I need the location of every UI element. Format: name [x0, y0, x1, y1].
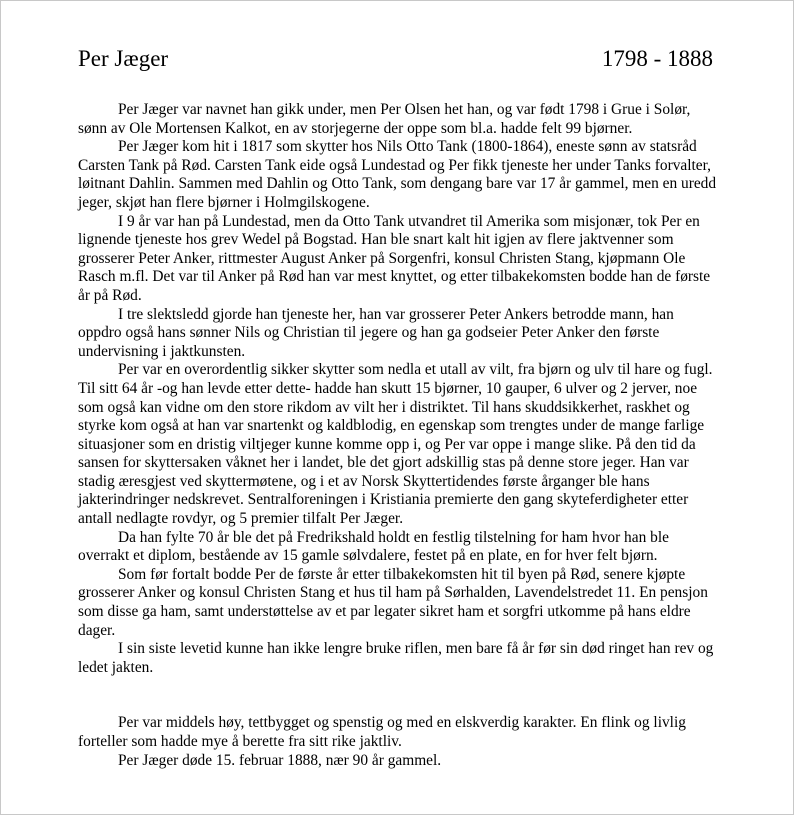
- document-body: [78, 101, 718, 770]
- paragraph-3: I 9 år var han på Lundestad, men da Otto Tank utvandret til Amerika som misjonær, tok Per en lignende tjeneste hos grev Wedel på Bogstad. Han ble snart kalt hit igjen av flere jaktvenner som grosserer Peter Anker, rittmester August Anker på Sorgenfri, konsul Christen Stang, kjøpmann Ole Rasch m.fl. Det var til Anker på Rød han var mest knyttet, og etter tilbakekomsten bodde han de første år på Rød.: [78, 212, 711, 304]
- paragraph-10: Per Jæger døde 15. februar 1888, nær 90 år gammel.: [118, 751, 442, 769]
- paragraph-8: I sin siste levetid kunne han ikke lengre bruke riflen, men bare få år før sin død ringet han rev og ledet jakten.: [78, 640, 714, 676]
- paragraph-7: Som før fortalt bodde Per de første år etter tilbakekomsten hit til byen på Rød, senere kjøpte grosserer Anker og konsul Christen Stang et hus til ham på Sørhalden, Lavendelstredet 11. En pensjon som disse ga ham, samt understøttelse av et par legater sikret ham et sorgfri utkomme på hans eldre dager.: [78, 565, 708, 639]
- paragraph-9: Per var middels høy, tettbygget og spenstig og med en elskverdig karakter. En flink og livlig forteller som hadde mye å berette fra sitt rike jaktliv.: [78, 714, 686, 750]
- paragraph-6: Da han fylte 70 år ble det på Fredrikshald holdt en festlig tilstelning for ham hvor han ble overrakt et diplom, bestående av 15 gamle sølvdalere, festet på en plate, en for hver felt bjørn.: [78, 528, 669, 565]
- paragraph-5: Per var en overordentlig sikker skytter som nedla et utall av vilt, fra bjørn og ulv til hare og fugl. Til sitt 64 år -og han levde etter dette- hadde han skutt 15 bjørner, 10 gauper, 6 ulver og 2 jerver, noe som også kan vidne om den store rikdom av vilt her i distriktet. Til hans skuddsikkerhet, raskhet og styrke kom også at han var snartenkt og kaldblodig, en egenskap som trengtes under de mange farlige situasjoner som en dristig viltjeger kunne komme opp i, og Per var oppe i mange slike. På den tid da sansen for skyttersaken våknet her i landet, ble det gjort adskillig stas på denne store jeger. Han var stadig æresgjest ved skyttermøtene, og i et av Norsk Skyttertidendes første årganger ble hans jakterindringer nedskrevet. Sentralforeningen i Kristiania premierte den gang skyteferdigheter etter antall nedlagte rovdyr, og 5 premier tilfalt Per Jæger.: [78, 361, 713, 528]
- document-title: Per Jæger: [78, 46, 169, 71]
- paragraph-2: Per Jæger kom hit i 1817 som skytter hos Nils Otto Tank (1800-1864), eneste sønn av statsråd Carsten Tank på Rød. Carsten Tank eide også Lundestad og Per fikk tjeneste her under Tanks forvalter, løitnant Dahlin. Sammen med Dahlin og Otto Tank, som dengang bare var 17 år gammel, men en uredd jeger, skjøt han flere bjørner i Holmgilskogene.: [78, 138, 717, 211]
- section-gap: [78, 677, 718, 714]
- paragraph-1: Per Jæger var navnet han gikk under, men Per Olsen het han, og var født 1798 i Grue i Solør, sønn av Ole Mortensen Kalkot, en av storjegerne der oppe som bl.a. hadde felt 99 bjørner.: [78, 101, 691, 137]
- life-years: 1798 - 1888: [601, 46, 713, 71]
- paragraph-4: I tre slektsledd gjorde han tjeneste her, han var grosserer Peter Ankers betrodde mann, han oppdro også hans sønner Nils og Christian til jegere og han ga godseier Peter Anker den første undervisning i jaktkunsten.: [78, 305, 674, 360]
